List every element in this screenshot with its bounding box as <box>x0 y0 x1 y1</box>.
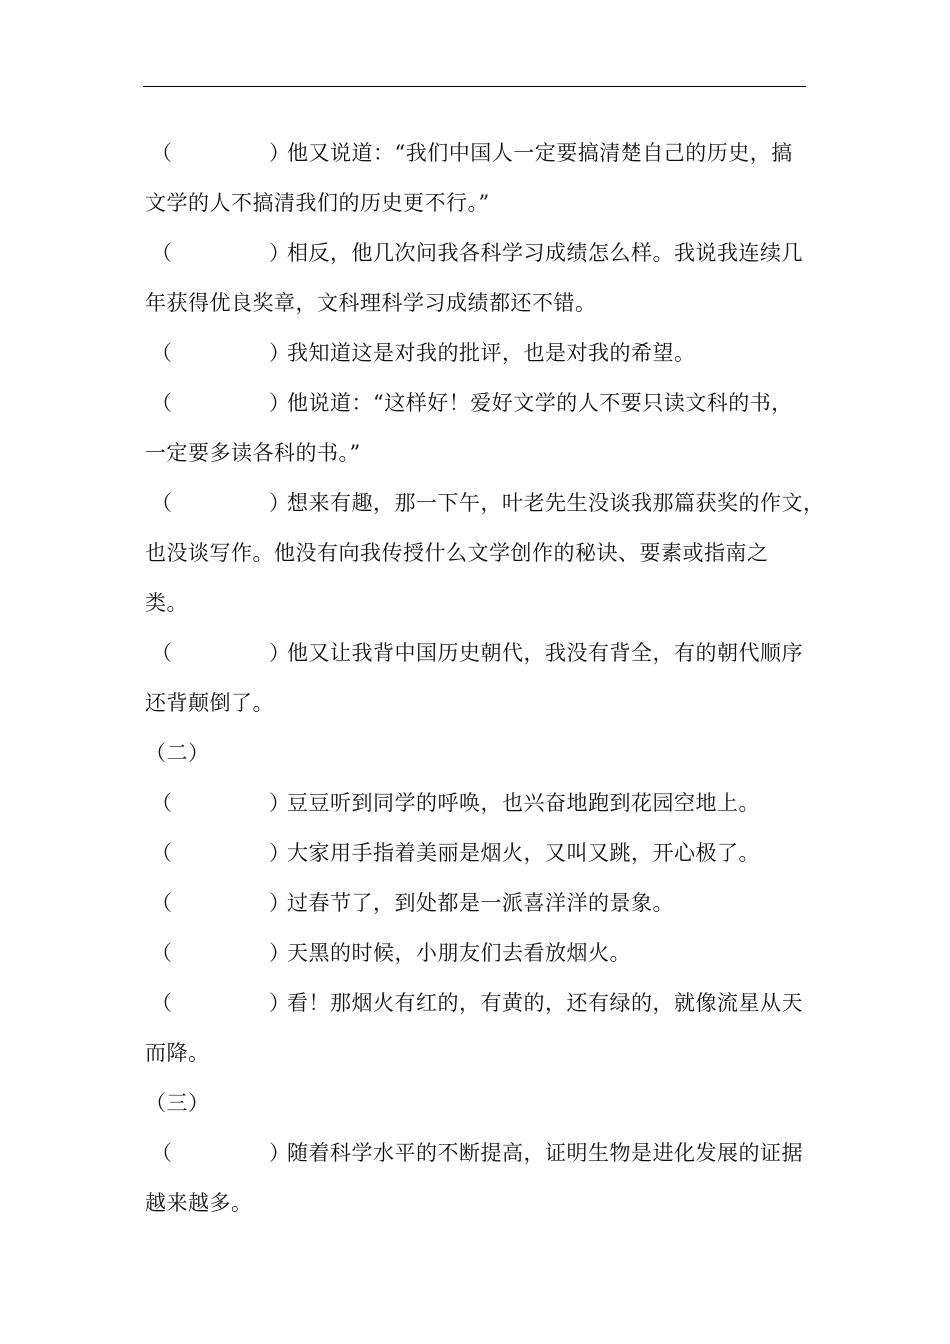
answer-close-paren: ） <box>269 841 291 865</box>
ordering-item <box>145 778 815 828</box>
answer-close-paren: ） <box>269 641 291 665</box>
sentence-text: 我知道这是对我的批评，也是对我的希望。 <box>287 341 696 365</box>
answer-close-paren: ） <box>269 991 291 1015</box>
sentence-text: 随着科学水平的不断提高，证明生物是进化发展的证据 <box>287 1141 803 1165</box>
section-heading-text: （三） <box>145 1091 210 1115</box>
header-rule <box>143 86 806 87</box>
ordering-item <box>145 128 815 178</box>
answer-close-paren: ） <box>269 141 291 165</box>
answer-open-paren: （ <box>151 841 173 865</box>
answer-close-paren: ） <box>269 891 291 915</box>
sentence-text: 天黑的时候，小朋友们去看放烟火。 <box>287 941 631 965</box>
continuation-line <box>145 528 815 578</box>
sentence-text: 越来越多。 <box>145 1191 253 1215</box>
document-body <box>145 128 825 1228</box>
answer-close-paren: ） <box>269 241 291 265</box>
continuation-line <box>145 428 815 478</box>
answer-open-paren: （ <box>151 141 173 165</box>
answer-open-paren: （ <box>151 391 173 415</box>
section-heading-text: （二） <box>145 741 210 765</box>
sentence-text: 相反，他几次问我各科学习成绩怎么样。我说我连续几 <box>287 241 803 265</box>
answer-open-paren: （ <box>151 491 173 515</box>
answer-close-paren: ） <box>269 1141 291 1165</box>
sentence-text: 过春节了，到处都是一派喜洋洋的景象。 <box>287 891 674 915</box>
answer-close-paren: ） <box>269 941 291 965</box>
continuation-line <box>145 278 815 328</box>
sentence-text: 他又让我背中国历史朝代，我没有背全，有的朝代顺序 <box>287 641 803 665</box>
ordering-item <box>145 378 815 428</box>
continuation-line <box>145 678 815 728</box>
ordering-item <box>145 328 815 378</box>
sentence-text: 还背颠倒了。 <box>145 691 274 715</box>
answer-open-paren: （ <box>151 641 173 665</box>
continuation-line <box>145 578 815 628</box>
answer-close-paren: ） <box>269 791 291 815</box>
sentence-text: 想来有趣，那一下午，叶老先生没谈我那篇获奖的作文， <box>287 491 825 515</box>
sentence-text: 豆豆听到同学的呼唤，也兴奋地跑到花园空地上。 <box>287 791 760 815</box>
sentence-text: 看！那烟火有红的，有黄的，还有绿的，就像流星从天 <box>287 991 803 1015</box>
sentence-text: 年获得优良奖章，文科理科学习成绩都还不错。 <box>145 291 597 315</box>
answer-open-paren: （ <box>151 341 173 365</box>
sentence-text: 也没谈写作。他没有向我传授什么文学创作的秘诀、要素或指南之 <box>145 541 769 565</box>
sentence-text: 文学的人不搞清我们的历史更不行。” <box>145 191 490 215</box>
sentence-text: 而降。 <box>145 1041 210 1065</box>
ordering-item <box>145 878 815 928</box>
section-heading <box>145 728 815 778</box>
continuation-line <box>145 178 815 228</box>
answer-open-paren: （ <box>151 791 173 815</box>
answer-open-paren: （ <box>151 1141 173 1165</box>
sentence-text: 他说道：“这样好！爱好文学的人不要只读文科的书， <box>287 391 793 415</box>
ordering-item <box>145 928 815 978</box>
sentence-text: 大家用手指着美丽是烟火，又叫又跳，开心极了。 <box>287 841 760 865</box>
ordering-item <box>145 228 815 278</box>
ordering-item <box>145 628 815 678</box>
answer-open-paren: （ <box>151 991 173 1015</box>
answer-close-paren: ） <box>269 391 291 415</box>
answer-open-paren: （ <box>151 941 173 965</box>
sentence-text: 他又说道：“我们中国人一定要搞清楚自己的历史，搞 <box>287 141 793 165</box>
answer-close-paren: ） <box>269 341 291 365</box>
ordering-item <box>145 1128 815 1178</box>
section-heading <box>145 1078 815 1128</box>
ordering-item <box>145 978 815 1028</box>
sentence-text: 一定要多读各科的书。” <box>145 441 361 465</box>
answer-open-paren: （ <box>151 891 173 915</box>
ordering-item <box>145 828 815 878</box>
answer-close-paren: ） <box>269 491 291 515</box>
answer-open-paren: （ <box>151 241 173 265</box>
sentence-text: 类。 <box>145 591 188 615</box>
continuation-line <box>145 1028 815 1078</box>
continuation-line <box>145 1178 815 1228</box>
ordering-item <box>145 478 825 528</box>
